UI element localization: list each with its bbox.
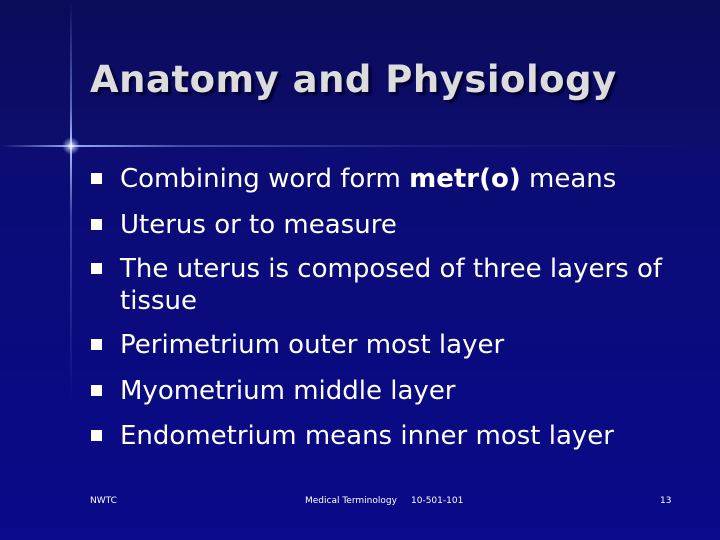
footer-page-number: 13: [660, 496, 672, 506]
decorative-glow: [62, 137, 80, 155]
bullet-item: [90, 253, 720, 317]
bullet-text: Perimetrium outer most layer: [120, 330, 505, 360]
square-bullet-icon: [91, 430, 102, 441]
bullet-bold-term: metr(o): [409, 164, 521, 194]
decorative-horizontal-line: [0, 145, 720, 147]
bullet-item: [90, 374, 720, 409]
square-bullet-icon: [91, 339, 102, 350]
bullet-list: [90, 162, 720, 465]
slide-title: Anatomy and Physiology: [90, 58, 617, 101]
bullet-text: Endometrium means inner most layer: [120, 421, 614, 451]
bullet-text: Myometrium middle layer: [120, 375, 456, 406]
bullet-text: means: [520, 164, 617, 194]
square-bullet-icon: [91, 219, 102, 230]
bullet-text: Combining word form: [120, 164, 410, 194]
footer-course-code: 10-501-101: [411, 496, 464, 506]
square-bullet-icon: [91, 173, 102, 184]
square-bullet-icon: [91, 263, 102, 274]
bullet-item: [90, 208, 720, 243]
bullet-item: [90, 162, 720, 197]
decorative-vertical-line: [70, 0, 72, 540]
footer-organization: NWTC: [90, 496, 117, 506]
bullet-item: [90, 328, 720, 363]
bullet-item: [90, 419, 720, 454]
square-bullet-icon: [91, 385, 102, 396]
bullet-text: The uterus is composed of three layers of tissue: [120, 254, 663, 316]
bullet-text: Uterus or to measure: [120, 209, 397, 240]
footer-course-title: Medical Terminology: [305, 496, 397, 506]
